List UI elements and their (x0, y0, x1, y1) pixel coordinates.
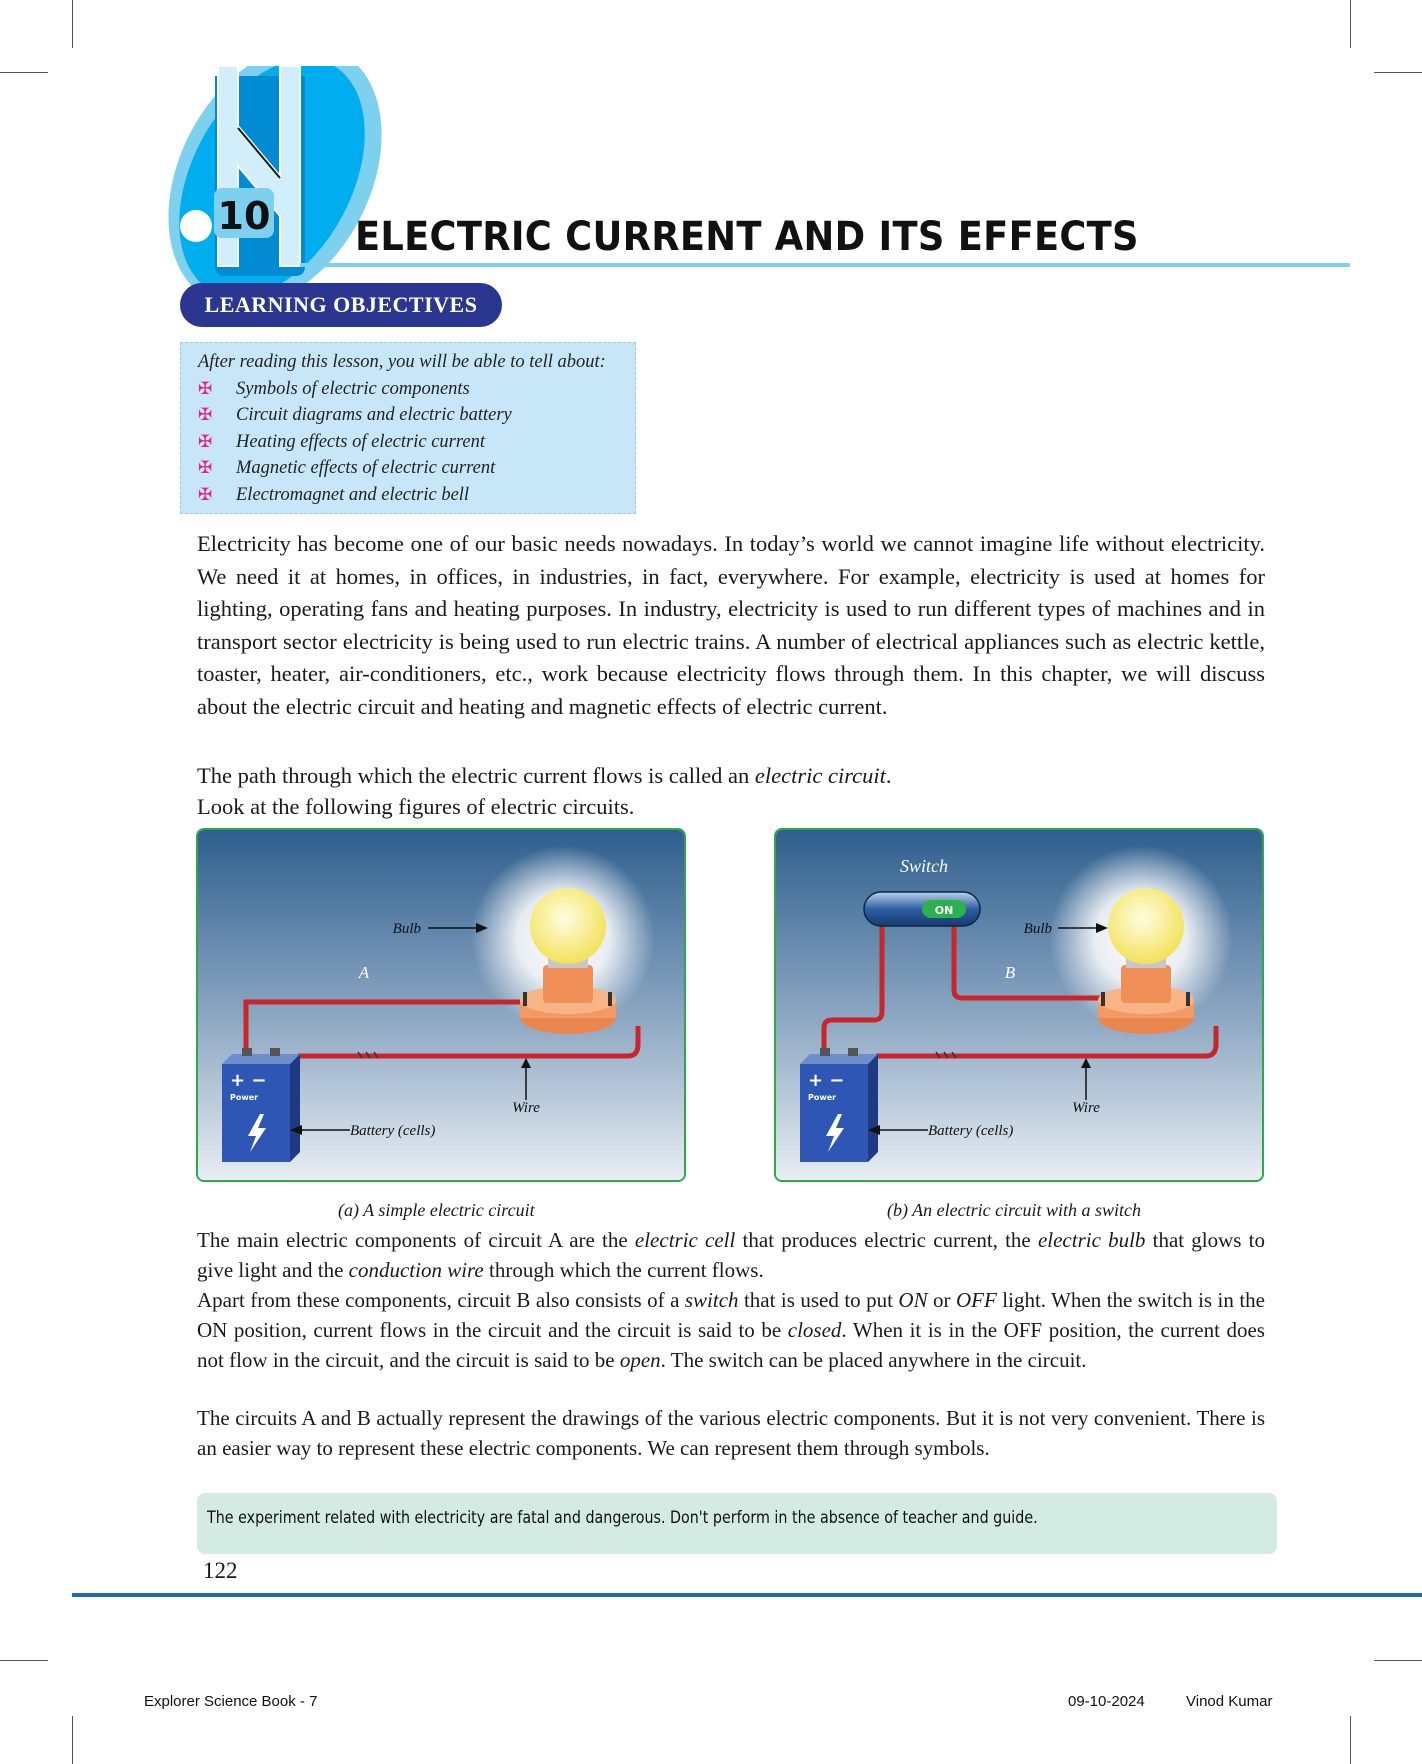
circuit-b-illustration (776, 830, 1262, 1180)
bulb-label: Bulb (392, 921, 421, 937)
circuit-a-illustration (198, 830, 684, 1180)
page-bottom-rule (72, 1593, 1422, 1597)
footer-date: 09-10-2024 (1068, 1693, 1145, 1710)
crop-mark (1350, 0, 1351, 48)
battery-label: Battery (cells) (350, 1123, 436, 1139)
crop-mark (72, 1716, 73, 1764)
figure-b-caption: (b) An electric circuit with a switch (887, 1200, 1141, 1220)
crop-mark (72, 0, 73, 48)
objective-item: ✠ Electromagnet and electric bell (198, 482, 635, 509)
figure-simple-circuit (196, 828, 686, 1182)
figure-a-caption: (a) A simple electric circuit (338, 1200, 535, 1220)
chapter-title: ELECTRIC CURRENT AND ITS EFFECTS (355, 214, 1139, 260)
objectives-intro: After reading this lesson, you will be able to tell about: (198, 352, 606, 372)
wire-label: Wire (1072, 1100, 1100, 1116)
battery-label: Battery (cells) (928, 1123, 1014, 1139)
symbols-paragraph: The circuits A and B actually represent the drawings of the various electric components. But it is not very convenient. There is an easier way to represent these electric components. We can represent them through symbols. (197, 1406, 1265, 1460)
svg-text:+ −: + − (808, 1070, 845, 1091)
crop-mark (1374, 1660, 1422, 1661)
crop-mark (0, 1660, 48, 1661)
circuit-definition: The path through which the electric current flows is called an electric circuit. (197, 763, 892, 788)
circuit-letter: A (358, 963, 370, 982)
objective-item: ✠ Heating effects of electric current (198, 429, 635, 456)
crop-mark (1350, 1716, 1351, 1764)
safety-note: The experiment related with electricity are fatal and dangerous. Don't perform in the absence of teacher and guide. (197, 1493, 1277, 1554)
switch-label: Switch (900, 856, 948, 876)
objectives-list (198, 376, 635, 509)
intro-paragraph: Electricity has become one of our basic needs nowadays. In today’s world we cannot imagine life without electricity. We need it at homes, in offices, in industries, in fact, everywhere. For example, electricity is used at homes for lighting, operating fans and heating purposes. In industry, electricity is used to run different types of machines and in transport sector electricity is being used to run electric trains. A number of electrical appliances such as electric kettle, toaster, heater, air-conditioners, etc., work because electricity flows through them. In this chapter, we will discuss about the electric circuit and heating and magnetic effects of electric current. (197, 531, 1265, 719)
learning-objectives-box (180, 342, 636, 514)
components-paragraph: The main electric components of circuit A are the electric cell that produces electric current, the electric bulb that glows to give light and the conduction wire through which the current flows. (197, 1228, 1266, 1282)
circuit-letter: B (1004, 963, 1016, 982)
objective-item: ✠ Circuit diagrams and electric battery (198, 402, 635, 429)
svg-text:+ −: + − (230, 1070, 267, 1091)
objective-item: ✠ Symbols of electric components (198, 376, 635, 403)
title-underline (300, 263, 1350, 267)
footer-author: Vinod Kumar (1186, 1693, 1273, 1710)
learning-objectives-heading: LEARNING OBJECTIVES (180, 283, 502, 327)
crop-mark (1374, 72, 1422, 73)
switch-state-text: ON (934, 904, 954, 917)
battery-brand-text: Power (808, 1093, 837, 1102)
term-electric-circuit: electric circuit (754, 763, 886, 788)
objective-item: ✠ Magnetic effects of electric current (198, 455, 635, 482)
crop-mark (0, 72, 48, 73)
switch-paragraph: Apart from these components, circuit B also consists of a switch that is used to put ON or OFF light. When the switch is in the ON position, current flows in the circuit and the circuit is said to be closed. When it is in the OFF position, the current does not flow in the circuit, and the circuit is said to be open. The switch can be placed anywhere in the circuit. (197, 1288, 1265, 1372)
cross-bullet-icon: ✠ (198, 484, 213, 504)
chapter-number: 10 (217, 194, 271, 238)
footer-book-title: Explorer Science Book - 7 (144, 1693, 318, 1710)
bulb-label: Bulb (1023, 921, 1052, 937)
battery-brand-text: Power (230, 1093, 259, 1102)
wire-label: Wire (512, 1100, 540, 1116)
cross-bullet-icon: ✠ (198, 405, 213, 424)
look-at-figures-text: Look at the following figures of electric circuits. (197, 794, 635, 819)
page-number: 122 (203, 1558, 238, 1583)
cross-bullet-icon: ✠ (198, 431, 213, 451)
cross-bullet-icon: ✠ (198, 378, 213, 398)
cross-bullet-icon: ✠ (198, 458, 213, 477)
figure-circuit-with-switch (774, 828, 1264, 1182)
